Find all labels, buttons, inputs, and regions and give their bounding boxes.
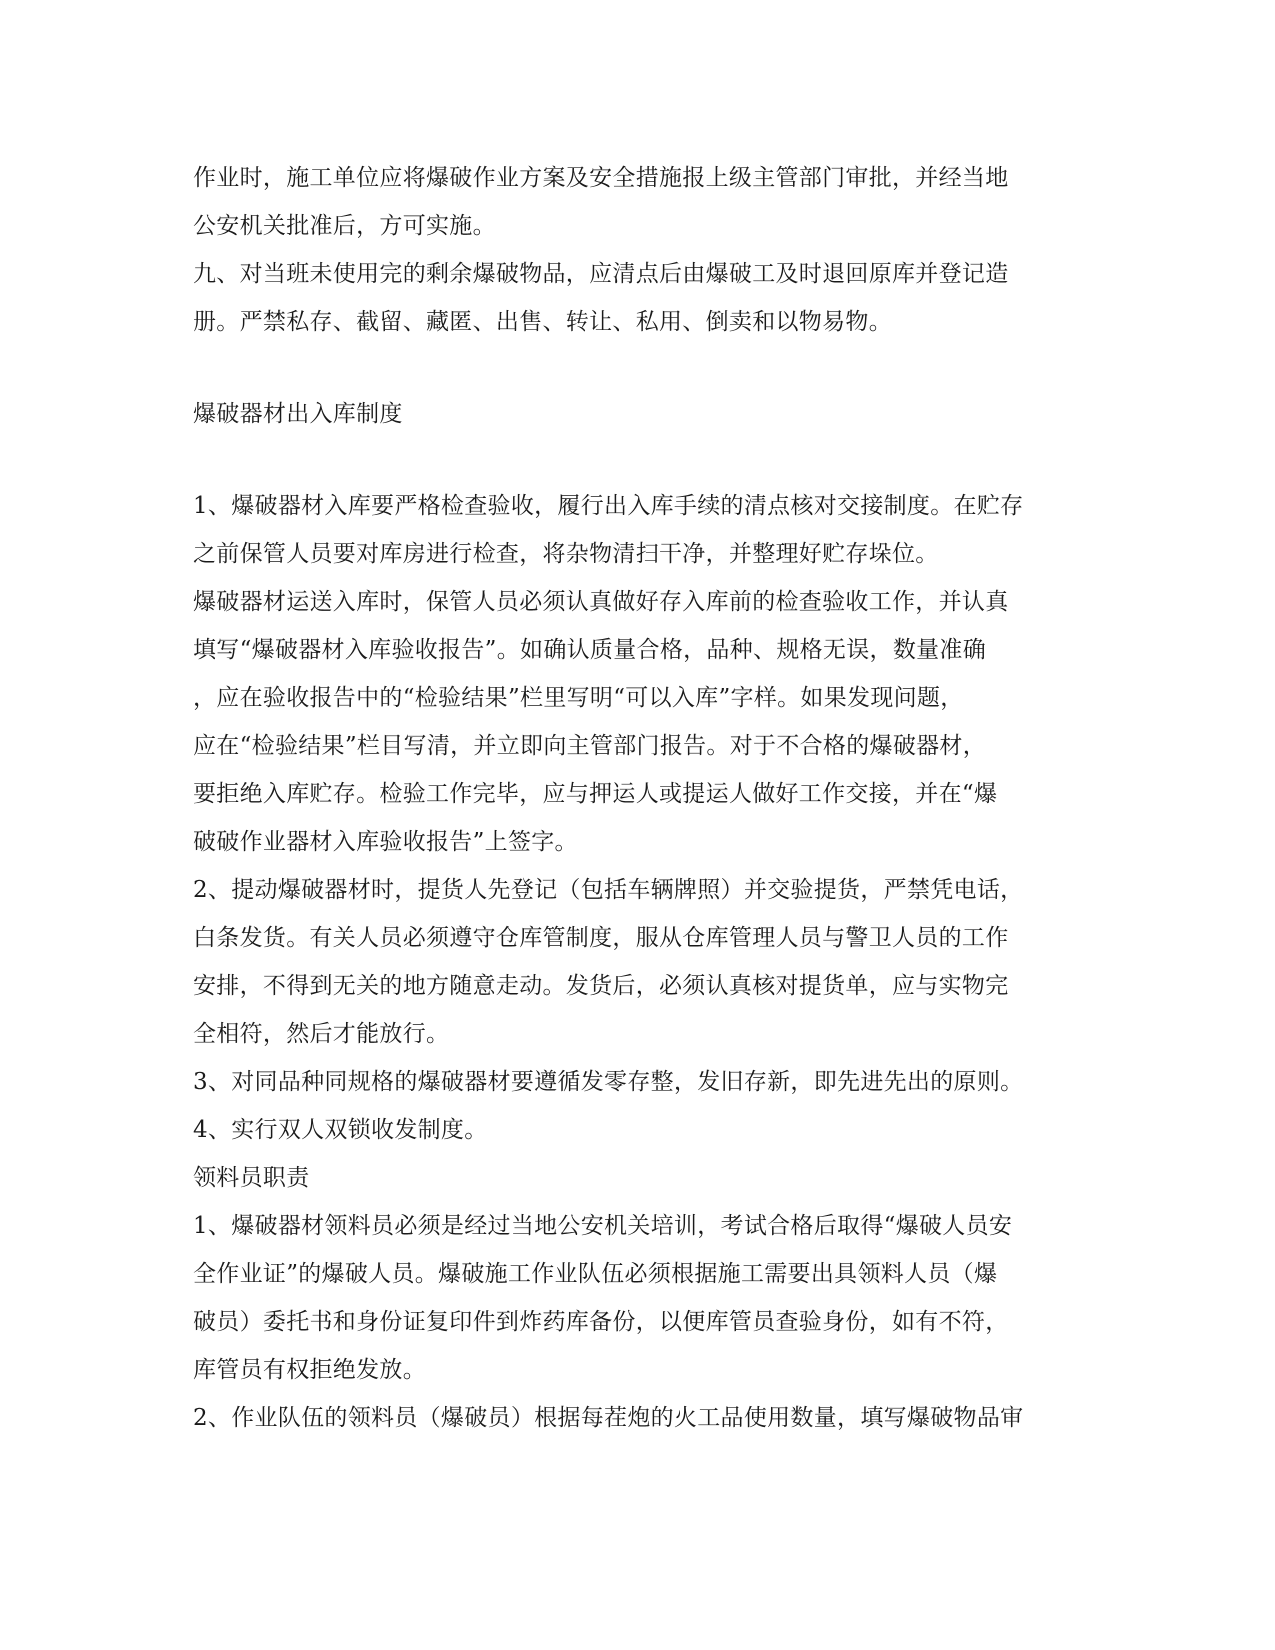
text-line: 1、爆破器材领料员必须是经过当地公安机关培训，考试合格后取得“爆破人员安 <box>193 1213 1013 1239</box>
text-line: 全作业证”的爆破人员。爆破施工作业队伍必须根据施工需要出具领料人员（爆 <box>193 1261 998 1287</box>
text-line: 2、提动爆破器材时，提货人先登记（包括车辆牌照）并交验提货，严禁凭电话， <box>193 877 1024 903</box>
text-line: 库管员有权拒绝发放。 <box>193 1357 426 1383</box>
text-line: 破员）委托书和身份证复印件到炸药库备份，以便库管员查验身份，如有不符， <box>193 1309 1009 1335</box>
text-line: 2、作业队伍的领料员（爆破员）根据每茬炮的火工品使用数量，填写爆破物品审 <box>193 1405 1024 1431</box>
document-body <box>193 154 1083 1442</box>
text-line: 作业时，施工单位应将爆破作业方案及安全措施报上级主管部门审批，并经当地 <box>193 165 1009 191</box>
paragraph-gap <box>193 438 1083 482</box>
text-line: 填写“爆破器材入库验收报告”。如确认质量合格，品种、规格无误，数量准确 <box>193 637 987 663</box>
text-line: 3、对同品种同规格的爆破器材要遵循发零存整，发旧存新，即先进先出的原则。 <box>193 1069 1024 1095</box>
text-line: 爆破器材运送入库时，保管人员必须认真做好存入库前的检查验收工作，并认真 <box>193 589 1009 615</box>
section-heading: 爆破器材出入库制度 <box>193 401 403 427</box>
text-line: ，应在验收报告中的“检验结果”栏里写明“可以入库”字样。如果发现问题， <box>193 685 964 711</box>
text-line: 之前保管人员要对库房进行检查，将杂物清扫干净，并整理好贮存垛位。 <box>193 541 939 567</box>
text-line: 白条发货。有关人员必须遵守仓库管制度，服从仓库管理人员与警卫人员的工作 <box>193 925 1009 951</box>
text-line: 1、爆破器材入库要严格检查验收，履行出入库手续的清点核对交接制度。在贮存 <box>193 493 1024 519</box>
section-heading: 领料员职责 <box>193 1165 310 1191</box>
text-line: 九、对当班未使用完的剩余爆破物品，应清点后由爆破工及时退回原库并登记造 <box>193 261 1009 287</box>
text-line: 公安机关批准后，方可实施。 <box>193 213 496 239</box>
text-line: 全相符，然后才能放行。 <box>193 1021 450 1047</box>
text-line: 册。严禁私存、截留、藏匿、出售、转让、私用、倒卖和以物易物。 <box>193 309 892 335</box>
text-line: 要拒绝入库贮存。检验工作完毕，应与押运人或提运人做好工作交接，并在“爆 <box>193 781 998 807</box>
paragraph-gap <box>193 346 1083 390</box>
text-line: 安排，不得到无关的地方随意走动。发货后，必须认真核对提货单，应与实物完 <box>193 973 1009 999</box>
text-line: 4、实行双人双锁收发制度。 <box>193 1117 488 1143</box>
text-line: 破破作业器材入库验收报告”上签字。 <box>193 829 578 855</box>
text-line: 应在“检验结果”栏目写清，并立即向主管部门报告。对于不合格的爆破器材， <box>193 733 987 759</box>
